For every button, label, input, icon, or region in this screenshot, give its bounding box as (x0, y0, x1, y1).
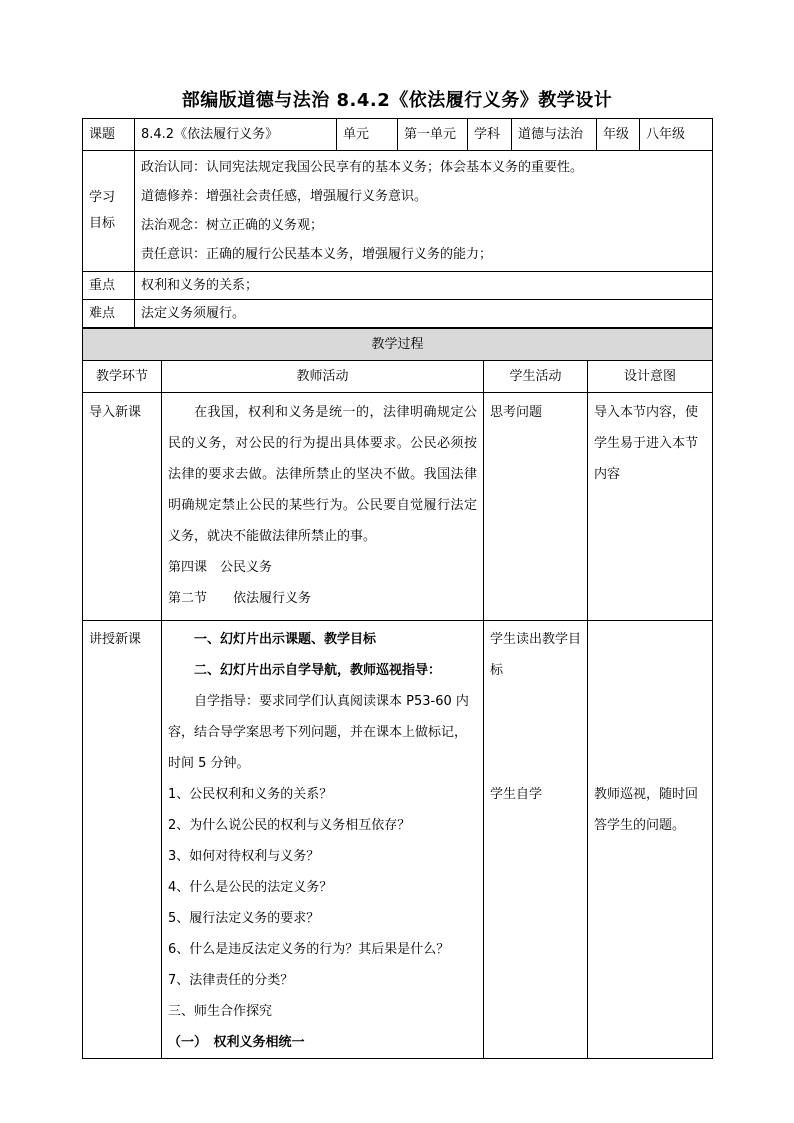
question-item: 3、如何对待权利与义务？ (168, 849, 320, 864)
stage-cell: 讲授新课 (83, 621, 162, 1059)
page-title: 部编版道德与法治 8.4.2《依法履行义务》教学设计 (181, 90, 613, 111)
teacher-step: 一、幻灯片出示课题、教学目标 (194, 632, 377, 647)
column-header: 教学环节 (83, 361, 162, 393)
difficulty-label: 难点 (83, 300, 135, 328)
goals-label-line2: 目标 (89, 216, 116, 231)
unit-label: 单元 (337, 119, 398, 151)
teacher-paragraph: 第二节 依法履行义务 (168, 591, 312, 606)
difficulty-row (83, 300, 713, 328)
grade-value: 八年级 (640, 119, 713, 151)
difficulty-value: 法定义务须履行。 (135, 300, 713, 328)
goals-row (83, 151, 713, 272)
student-activity: 学生自学 (490, 787, 543, 802)
key-point-label: 重点 (83, 272, 135, 300)
goals-content (135, 151, 713, 272)
process-row-new-lesson (83, 621, 713, 1059)
unit-value: 第一单元 (398, 119, 468, 151)
course-label: 课题 (83, 119, 135, 151)
course-value: 8.4.2《依法履行义务》 (135, 119, 337, 151)
question-item: 1、公民权利和义务的关系？ (168, 787, 333, 802)
student-activity: 学生读出教学目标 (490, 632, 582, 678)
design-intent-cell: 导入本节内容，使学生易于进入本节内容 (588, 393, 713, 621)
teacher-step: 二、幻灯片出示自学导航，教师巡视指导： (194, 663, 442, 678)
stage-cell: 导入新课 (83, 393, 162, 621)
teacher-activity-cell (162, 393, 484, 621)
teacher-paragraph: 自学指导：要求同学们认真阅读课本 P53-60 内容，结合导学案思考下列问题，并在课本上做标记，时间 5 分钟。 (168, 694, 469, 771)
process-table (82, 328, 713, 1059)
question-item: 6、什么是违反法定义务的行为？其后果是什么？ (168, 942, 450, 957)
grade-label: 年级 (597, 119, 640, 151)
process-banner: 教学过程 (83, 329, 713, 361)
teacher-paragraph: 第四课 公民义务 (168, 560, 273, 575)
question-item: 4、什么是公民的法定义务？ (168, 880, 333, 895)
question-item: 7、法律责任的分类？ (168, 973, 294, 988)
lesson-info-table (82, 118, 713, 328)
goals-label-line1: 学习 (89, 190, 116, 205)
process-row-intro (83, 393, 713, 621)
column-header: 教师活动 (162, 361, 484, 393)
goals-label (83, 151, 135, 272)
goal-item: 道德修养：增强社会责任感，增强履行义务意识。 (141, 189, 428, 204)
column-header: 设计意图 (588, 361, 713, 393)
question-item: 5、履行法定义务的要求？ (168, 911, 320, 926)
goal-item: 政治认同：认同宪法规定我国公民享有的基本义务；体会基本义务的重要性。 (141, 160, 584, 175)
subsection-heading: （一） 权利义务相统一 (168, 1035, 305, 1050)
question-item: 2、为什么说公民的权利与义务相互依存？ (168, 818, 411, 833)
design-intent-cell (588, 621, 713, 1059)
section-heading: 三、师生合作探究 (168, 1004, 273, 1019)
teacher-paragraph: 在我国，权利和义务是统一的，法律明确规定公民的义务，对公民的行为提出具体要求。公民必须按法律的要求去做。法律所禁止的坚决不做。我国法律明确规定禁止公民的某些行为。公民要自觉履行法定义务，就决不能做法律所禁止的事。 (168, 405, 477, 544)
subject-value: 道德与法治 (512, 119, 597, 151)
goal-item: 法治观念：树立正确的义务观； (141, 218, 324, 233)
student-activity-cell (484, 621, 588, 1059)
subject-label: 学科 (468, 119, 512, 151)
process-column-headers (83, 361, 713, 393)
key-point-value: 权利和义务的关系； (135, 272, 713, 300)
key-point-row (83, 272, 713, 300)
process-banner-row (83, 329, 713, 361)
lesson-header-row (83, 119, 713, 151)
column-header: 学生活动 (484, 361, 588, 393)
goal-item: 责任意识：正确的履行公民基本义务，增强履行义务的能力； (141, 247, 493, 262)
student-activity-cell: 思考问题 (484, 393, 588, 621)
design-intent: 教师巡视，随时回答学生的问题。 (594, 787, 699, 833)
teacher-activity-cell (162, 621, 484, 1059)
